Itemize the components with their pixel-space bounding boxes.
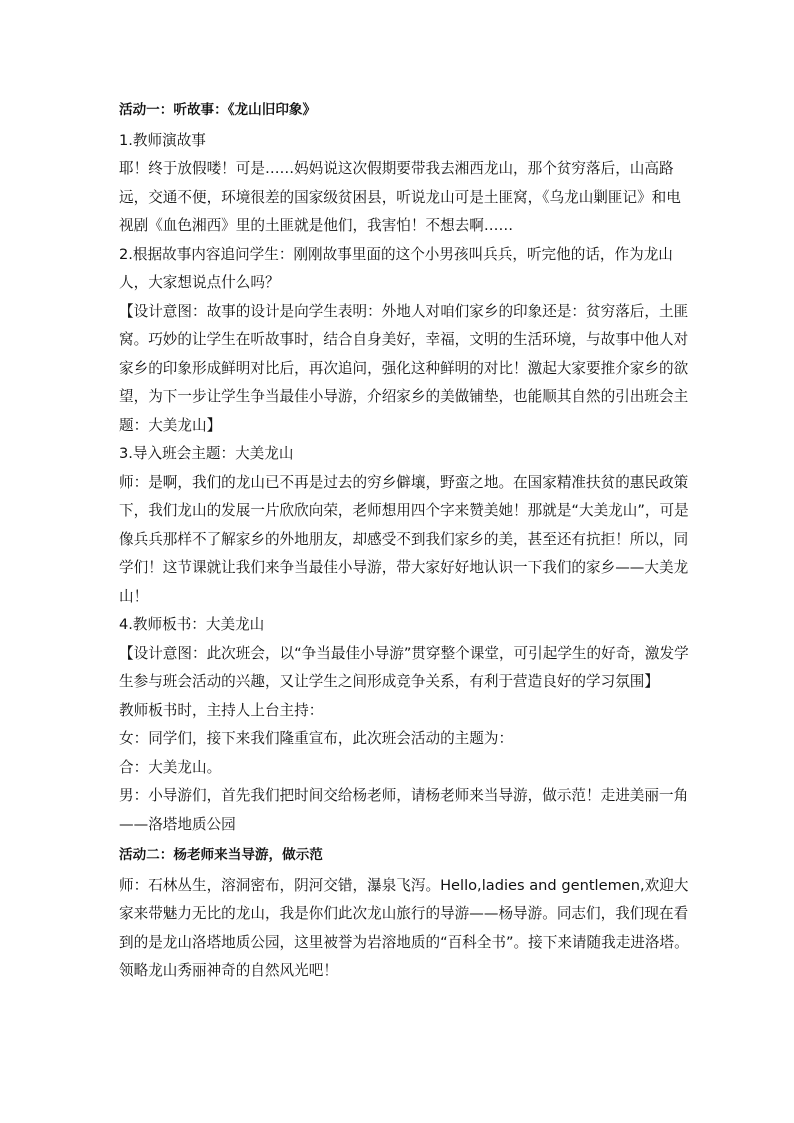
section-1-title: 1.教师演故事 <box>119 131 206 149</box>
activity-two-heading: 活动二：杨老师来当导游，做示范 <box>119 847 323 863</box>
female-host-line: 女：同学们，接下来我们隆重宣布，此次班会活动的主题为： <box>119 730 514 747</box>
section-3-title: 3.导入班会主题：大美龙山 <box>119 445 294 462</box>
teacher-speech-2: 师：石林丛生，溶洞密布，阴河交错，瀑泉飞泻。Hello,ladies and gentlemen,欢迎大家来带魅力无比的龙山，我是你们此次龙山旅行的导游——杨导游。同志们，我们现在看到的是龙山洛塔地质公园，这里被誉为岩溶地质的“百科全书”。接下来请随我走进洛塔。领略龙山秀丽神奇的自然风光吧！ <box>119 876 689 979</box>
teacher-speech-1: 师：是啊，我们的龙山已不再是过去的穷乡僻壤，野蛮之地。在国家精准扶贫的惠民政策下，我们龙山的发展一片欣欣向荣，老师想用四个字来赞美她！那就是“大美龙山”，可是像兵兵那样不了解家乡的外地朋友，却感受不到我们家乡的美，甚至还有抗拒！所以，同学们！这节课就让我们来争当最佳小导游，带大家好好地认识一下我们的家乡——大美龙山！ <box>119 473 689 605</box>
document-body <box>119 96 689 986</box>
male-host-line: 男：小导游们，首先我们把时间交给杨老师，请杨老师来当导游，做示范！走进美丽一角——洛塔地质公园 <box>119 787 689 833</box>
design-intent-1: 【设计意图：故事的设计是向学生表明：外地人对咱们家乡的印象还是：贫穷落后，土匪窝。巧妙的让学生在听故事时，结合自身美好，幸福，文明的生活环境，与故事中他人对家乡的印象形成鲜明对比后，再次追问，强化这种鲜明的对比！激起大家要推介家乡的欲望，为下一步让学生争当最佳小导游，介绍家乡的美做铺垫，也能顺其自然的引出班会主题：大美龙山】 <box>119 302 689 434</box>
together-line: 合：大美龙山。 <box>119 758 222 776</box>
host-line: 教师板书时，主持人上台主持： <box>119 701 324 719</box>
activity-one-heading: 活动一：听故事：《龙山旧印象》 <box>119 102 317 118</box>
design-intent-2: 【设计意图：此次班会，以“争当最佳小导游”贯穿整个课堂，可引起学生的好奇，激发学生参与班会活动的兴趣，又让学生之间形成竞争关系，有利于营造良好的学习氛围】 <box>119 644 689 690</box>
story-paragraph: 耶！终于放假喽！可是……妈妈说这次假期要带我去湘西龙山，那个贫穷落后，山高路远，交通不便，环境很差的国家级贫困县，听说龙山可是土匪窝，《乌龙山剿匪记》和电视剧《血色湘西》里的土匪就是他们，我害怕！不想去啊…… <box>119 160 681 234</box>
section-4-title: 4.教师板书：大美龙山 <box>119 616 265 633</box>
section-2-title: 2.根据故事内容追问学生：刚刚故事里面的这个小男孩叫兵兵，听完他的话，作为龙山人，大家想说点什么吗？ <box>119 245 673 291</box>
